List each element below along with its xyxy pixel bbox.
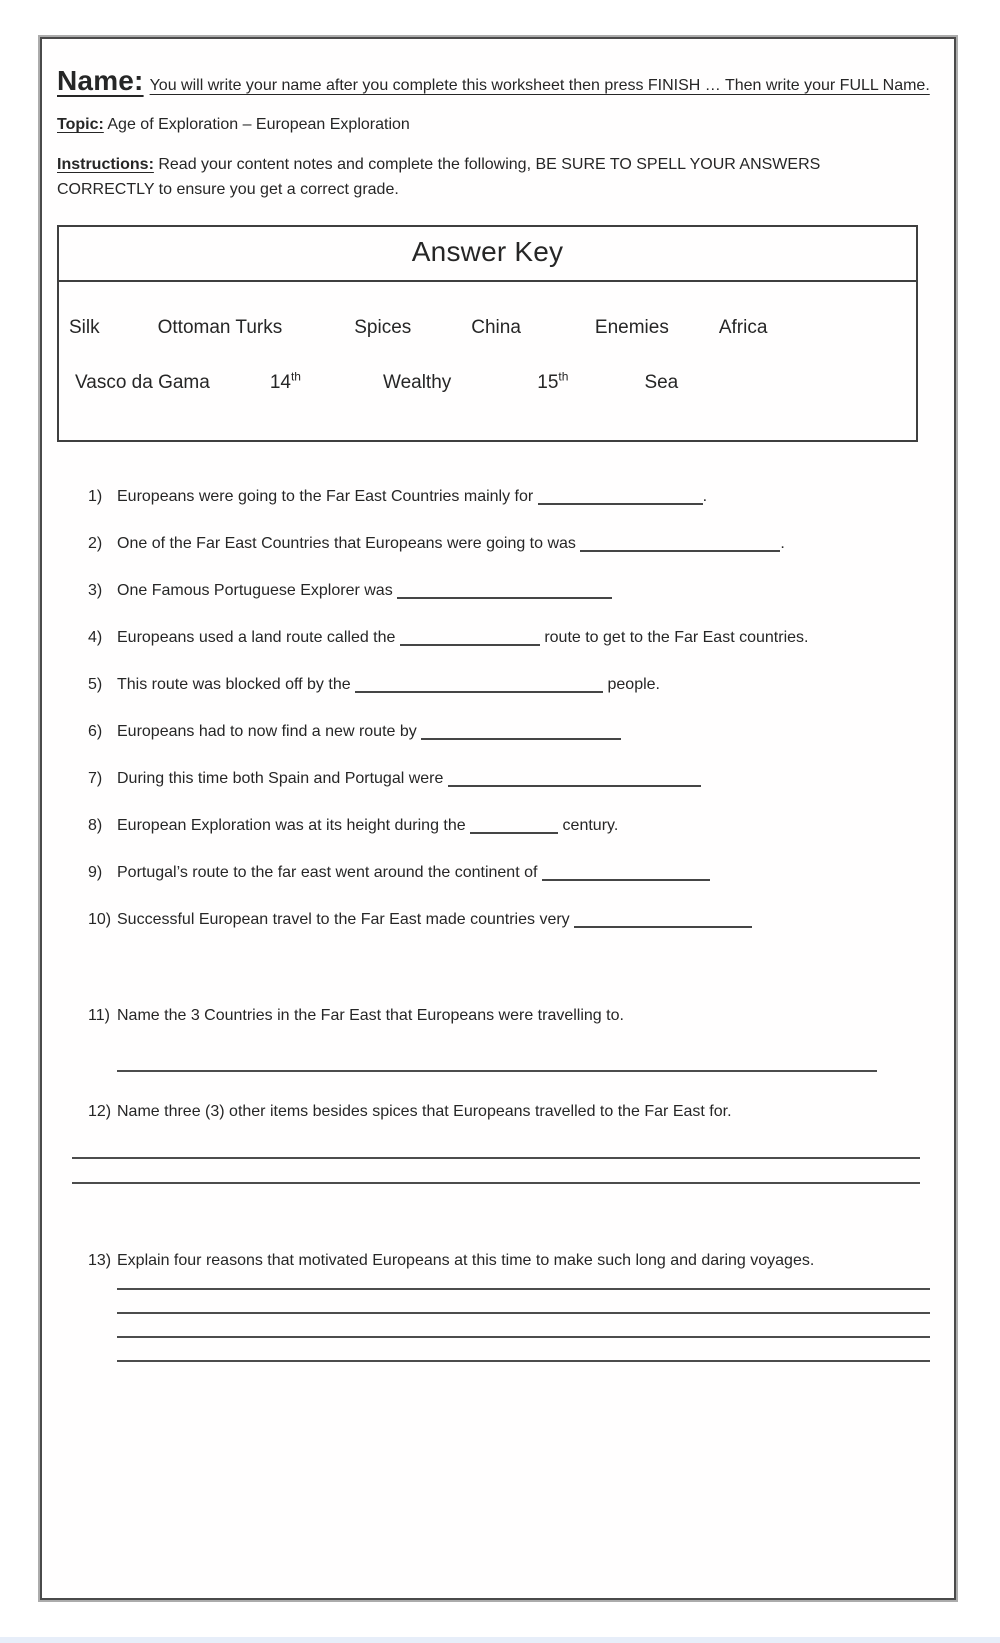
question-text: One of the Far East Countries that Europeans were going to was .: [117, 534, 785, 552]
question-item: [88, 721, 621, 742]
question-item: [88, 533, 785, 554]
question-item: [88, 768, 701, 789]
question-text: Successful European travel to the Far East made countries very: [117, 909, 752, 930]
question-text: This route was blocked off by the people.: [117, 675, 660, 693]
question-item: [88, 862, 710, 883]
question-text: Europeans used a land route called the route to get to the Far East countries.: [117, 628, 809, 646]
question-number: 7): [88, 769, 103, 787]
question-item: [88, 1250, 814, 1271]
answer-key-title: Answer Key: [59, 227, 916, 282]
answer-blank[interactable]: [355, 677, 603, 693]
question-text: During this time both Spain and Portugal were: [117, 768, 701, 789]
question-item: [88, 1101, 732, 1122]
answer-key-body: [59, 282, 916, 440]
answer-key-row-1: [59, 317, 916, 339]
answer-line[interactable]: [117, 1311, 930, 1314]
word-bank-item: Ottoman Turks: [157, 316, 283, 338]
answer-blank[interactable]: [397, 583, 612, 599]
question-text: Europeans were going to the Far East Countries mainly for .: [117, 487, 708, 505]
word-bank-item: Enemies: [594, 316, 669, 338]
question-number: 2): [88, 534, 103, 552]
instructions-line: [57, 153, 883, 203]
word-bank-item: Spices: [354, 316, 412, 338]
question-number: 1): [88, 487, 103, 505]
word-bank-item: Vasco da Gama: [75, 371, 210, 393]
name-note: You will write your name after you complete this worksheet then press FINISH … Then write your FULL Name.: [149, 77, 930, 94]
word-bank-item: Silk: [69, 316, 100, 338]
instructions-text: Read your content notes and complete the following, BE SURE TO SPELL YOUR ANSWERS CORRECTLY to ensure you get a correct grade.: [57, 156, 821, 198]
question-item: [88, 486, 707, 507]
answer-blank[interactable]: [538, 489, 703, 505]
question-item: [88, 815, 618, 836]
answer-blank[interactable]: [574, 912, 752, 928]
question-item: [88, 674, 660, 695]
question-text: Europeans had to now find a new route by: [117, 721, 621, 742]
word-bank-item: Wealthy: [382, 371, 452, 393]
word-bank-item: 14th: [269, 369, 301, 393]
answer-line[interactable]: [72, 1181, 920, 1184]
name-label: Name:: [57, 65, 144, 96]
question-number: 4): [88, 628, 103, 646]
word-bank-item: 15th: [537, 369, 569, 393]
question-item: [88, 580, 612, 601]
answer-blank[interactable]: [542, 865, 710, 881]
answer-blank[interactable]: [470, 818, 558, 834]
word-bank-item: China: [471, 316, 521, 338]
question-item: [88, 909, 752, 930]
question-text: Name the 3 Countries in the Far East that Europeans were travelling to.: [117, 1006, 624, 1024]
question-item: [88, 627, 808, 648]
topic-label: Topic:: [57, 116, 104, 133]
topic-text: Age of Exploration – European Exploration: [103, 116, 410, 133]
answer-key-row-2: [59, 369, 916, 394]
question-text: One Famous Portuguese Explorer was: [117, 580, 612, 601]
page-bottom-strip: [0, 1637, 1000, 1643]
answer-line[interactable]: [72, 1156, 920, 1159]
question-number: 3): [88, 581, 103, 599]
answer-key-box: [57, 225, 918, 442]
question-number: 5): [88, 675, 103, 693]
question-text: Name three (3) other items besides spices that Europeans travelled to the Far East for.: [117, 1102, 732, 1120]
question-number: 8): [88, 816, 103, 834]
topic-line: [57, 116, 954, 134]
question-number: 9): [88, 863, 103, 881]
question-number: 10): [88, 910, 112, 928]
answer-blank[interactable]: [580, 536, 780, 552]
name-line: [57, 65, 954, 97]
answer-blank[interactable]: [421, 724, 621, 740]
question-text: European Exploration was at its height during the century.: [117, 816, 619, 834]
worksheet-page: [40, 37, 956, 1600]
answer-line[interactable]: [117, 1069, 877, 1072]
word-bank-item: Africa: [718, 316, 768, 338]
question-list: [88, 486, 954, 1362]
answer-line[interactable]: [117, 1335, 930, 1338]
question-number: 12): [88, 1102, 112, 1120]
answer-line[interactable]: [117, 1359, 930, 1362]
question-number: 11): [88, 1006, 110, 1024]
question-item: [88, 1005, 624, 1026]
question-number: 6): [88, 722, 103, 740]
question-text: Portugal’s route to the far east went around the continent of: [117, 862, 710, 883]
question-number: 13): [88, 1251, 112, 1269]
question-text: Explain four reasons that motivated Europeans at this time to make such long and daring voyages.: [117, 1251, 815, 1269]
instructions-label: Instructions:: [57, 156, 154, 173]
answer-blank[interactable]: [400, 630, 540, 646]
answer-line[interactable]: [117, 1287, 930, 1290]
answer-blank[interactable]: [448, 771, 701, 787]
word-bank-item: Sea: [644, 371, 679, 393]
